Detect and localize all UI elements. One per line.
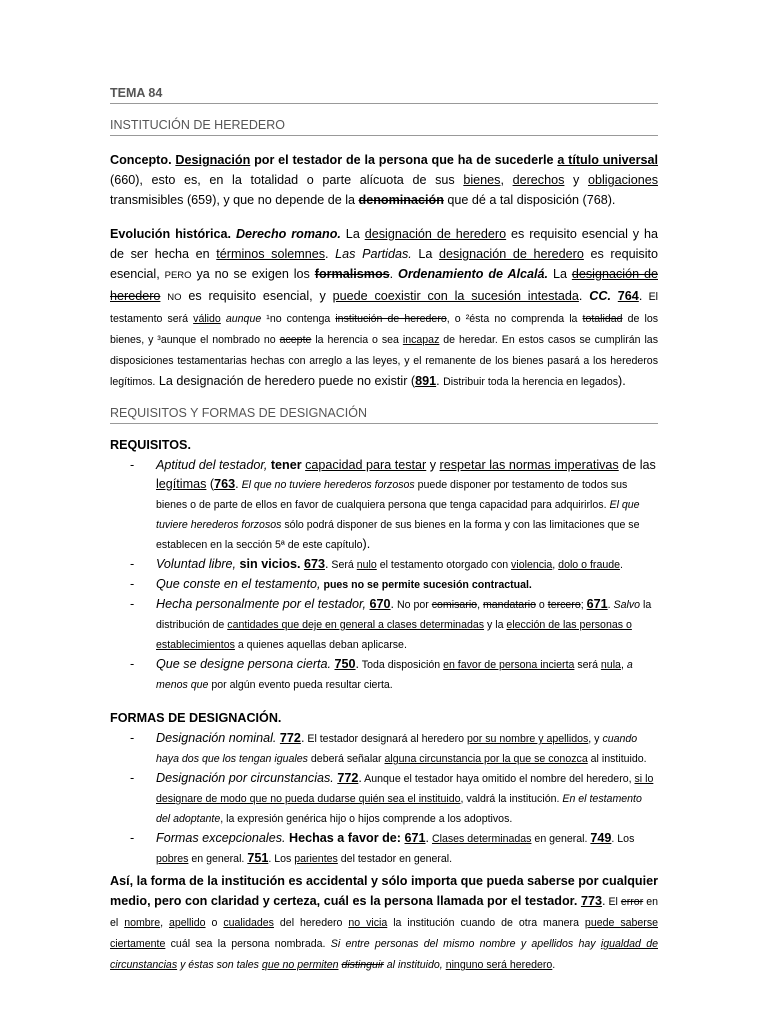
list-item <box>110 829 658 869</box>
term: dolo o fraude <box>558 559 621 571</box>
text: del heredero <box>273 917 349 929</box>
text: por algún evento pueda resultar cierta. <box>208 679 393 691</box>
term-denominacion: denominación <box>358 193 444 207</box>
text: En el testamento del adoptante <box>156 793 642 825</box>
text: Así, la forma de la institución es accidental y sólo importa que pueda saberse por cualquier medio, pero con claridad y certeza, cuál es la persona llamada por el testador. <box>110 874 658 908</box>
final-paragraph <box>110 871 658 975</box>
text: No por <box>394 599 432 611</box>
term: institución de heredero <box>335 313 447 325</box>
text: aunque el nombrado no <box>160 334 280 346</box>
text: no contenga <box>269 313 336 325</box>
text: . <box>389 267 399 281</box>
text: Hechas a favor de: <box>285 831 405 845</box>
text: El testamento será <box>110 291 659 325</box>
text: , <box>552 559 559 571</box>
term: capacidad para testar <box>305 458 427 472</box>
text: . <box>552 959 556 971</box>
article-number: 772 <box>279 731 301 745</box>
text: (660), esto es, en la totalidad o parte alícuota de sus <box>110 173 464 187</box>
section-heading-institucion: INSTITUCIÓN DE HEREDERO <box>110 118 658 136</box>
text: es requisito esencial y ha de ser hecha en <box>110 227 658 261</box>
term: parientes <box>294 853 338 865</box>
text: Será <box>328 559 357 571</box>
term: alguna circunstancia por la que se conozca <box>384 753 588 765</box>
text: el testamento otorgado con <box>376 559 512 571</box>
text: . <box>607 599 614 611</box>
text: al instituido, <box>383 959 446 971</box>
text: La designación de heredero puede no existir ( <box>155 374 416 388</box>
text: del testador en general. <box>337 853 453 865</box>
text: Hecha personalmente por el testador, <box>156 597 367 611</box>
text: La <box>340 227 365 241</box>
text: . <box>355 657 360 671</box>
text: puede disponer por testamento de todos sus bienes o de parte de ellos en favor de cualquiera persona que tenga capacidad para adquirirlos. <box>156 479 628 511</box>
text: , o <box>446 313 466 325</box>
text: Designación por circunstancias. <box>156 771 334 785</box>
term: puede coexistir con la sucesión intestada <box>332 289 579 303</box>
text: es requisito esencial, y <box>181 289 333 303</box>
list-item <box>110 595 658 655</box>
term: nombre <box>124 917 161 929</box>
text: en general. <box>531 833 591 845</box>
term: nula <box>600 659 621 671</box>
term: legítimas <box>156 477 207 491</box>
text: deberá señalar <box>307 753 385 765</box>
article-number: 671 <box>404 831 426 845</box>
text: Aunque el testador haya omitido el nombre del heredero, <box>361 773 635 785</box>
term: cualidades <box>223 917 274 929</box>
term: designación de heredero <box>364 227 507 241</box>
text: . Los <box>268 853 295 865</box>
evolucion-paragraph <box>110 224 658 392</box>
term: Clases determinadas <box>431 833 532 845</box>
term: no vicia <box>348 917 388 929</box>
text: . <box>601 894 606 908</box>
text: a quienes aquellas deban aplicarse. <box>234 639 407 651</box>
text: de las <box>618 458 656 472</box>
term: cantidades que deje en general a clases determinadas <box>227 619 485 631</box>
text: . <box>390 597 395 611</box>
article-number: 773 <box>580 894 602 908</box>
term-derechos: derechos <box>512 173 565 187</box>
pero: PERO <box>164 270 192 281</box>
text: . <box>325 247 336 261</box>
term: términos solemnes <box>216 247 326 261</box>
text: o <box>535 599 548 611</box>
text: y <box>564 173 588 187</box>
article-number: 673 <box>303 557 325 571</box>
term: totalidad <box>582 313 623 325</box>
text: , y <box>588 733 603 745</box>
text: o <box>205 917 224 929</box>
text: sin vicios. <box>236 557 304 571</box>
term: válido <box>193 313 221 325</box>
term: incapaz <box>402 334 440 346</box>
no: NO <box>167 292 182 303</box>
text: . <box>425 831 430 845</box>
article-number: 763 <box>214 477 236 491</box>
text: . <box>300 731 305 745</box>
text: cuál sea la persona nombrada. <box>165 938 331 950</box>
text: será <box>574 659 601 671</box>
text: , la expresión genérica hijo o hijos comprende a los adoptivos. <box>220 813 513 825</box>
term: ninguno será heredero <box>445 959 553 971</box>
text: la distribución de <box>156 599 652 631</box>
text: ( <box>206 477 215 491</box>
term: mandatario <box>482 599 536 611</box>
text: es requisito esencial, <box>110 247 658 281</box>
text: la institución cuando de otra manera <box>387 917 585 929</box>
text: , valdrá la institución. <box>460 793 563 805</box>
text: transmisibles (659), y que no depende de la <box>110 193 359 207</box>
concepto-label: Concepto. <box>110 153 172 167</box>
text: . <box>638 289 643 303</box>
ordenamiento-alcala: Ordenamiento de Alcalá. <box>398 267 549 281</box>
text: ; <box>580 599 587 611</box>
text: Aptitud del testador, <box>156 458 268 472</box>
text: de los bienes, y <box>110 313 659 346</box>
document-content <box>110 86 658 975</box>
text: El testador designará al heredero <box>304 733 467 745</box>
text: la herencia o sea <box>311 334 403 346</box>
text: La <box>548 267 572 281</box>
term: comisario <box>431 599 478 611</box>
text: , <box>477 599 483 611</box>
text: . <box>324 557 329 571</box>
list-item <box>110 555 658 575</box>
concepto-paragraph <box>110 150 658 210</box>
text: a menos que <box>156 659 633 691</box>
text: Que se designe persona cierta. <box>156 657 332 671</box>
article-number: 750 <box>334 657 356 671</box>
formas-heading: FORMAS DE DESIGNACIÓN. <box>110 711 282 725</box>
text: sólo podrá disponer de sus bienes en la forma y con las limitaciones que se establecen en la sección 5ª de este capítulo <box>156 519 640 551</box>
text: . <box>620 559 623 571</box>
text: . <box>436 374 444 388</box>
term-designacion: Designación <box>175 153 251 167</box>
list-item <box>110 769 658 829</box>
superscript: ¹ <box>266 313 270 325</box>
article-number: 751 <box>247 851 269 865</box>
text: Si entre personas del mismo nombre y apellidos hay <box>330 938 601 950</box>
text: ). <box>618 374 626 388</box>
text: ya no se exigen los <box>191 267 315 281</box>
text: Salvo <box>613 599 641 611</box>
article-number: 772 <box>337 771 359 785</box>
term: que no permiten <box>261 959 339 971</box>
term-titulo-universal: a título universal <box>557 153 659 167</box>
term-obligaciones: obligaciones <box>587 173 659 187</box>
text: aunque <box>220 313 267 325</box>
requisitos-heading: REQUISITOS. <box>110 438 191 452</box>
text: . Los <box>611 833 635 845</box>
text: . <box>578 289 590 303</box>
list-item <box>110 575 658 595</box>
text: Distribuir toda la herencia en legados <box>443 376 619 388</box>
article-number: 671 <box>586 597 608 611</box>
term: acepte <box>279 334 312 346</box>
term-formalismos: formalismos <box>314 267 390 281</box>
text: . <box>358 771 362 785</box>
text: ). <box>362 537 371 551</box>
term: tercero <box>547 599 581 611</box>
cc: CC. <box>589 289 611 303</box>
formas-list <box>110 729 658 869</box>
derecho-romano: Derecho romano. <box>235 227 341 241</box>
term: respetar las normas imperativas <box>439 458 619 472</box>
text: El que tuviere herederos forzosos <box>156 499 640 531</box>
term: por su nombre y apellidos <box>466 733 589 745</box>
text: en el <box>110 896 659 929</box>
text: en general. <box>188 853 248 865</box>
text: Formas excepcionales. <box>156 831 286 845</box>
text: y <box>426 458 440 472</box>
term: apellido <box>169 917 206 929</box>
text: cuando haya dos que los tengan iguales <box>156 733 638 765</box>
text: por el testador de la persona que ha de sucederle <box>250 153 558 167</box>
term: si lo designare de modo que no pueda dudarse quién sea el instituido <box>156 773 654 805</box>
list-item <box>110 729 658 769</box>
text: El que no tuviere herederos forzosos <box>238 479 415 491</box>
text: El <box>605 896 621 908</box>
term: violencia <box>511 559 553 571</box>
superscript: ² <box>465 313 470 325</box>
list-item <box>110 655 658 695</box>
requisitos-list <box>110 456 658 695</box>
text: , <box>500 173 513 187</box>
term: distinguir <box>341 959 384 971</box>
text: ésta no comprenda la <box>469 313 583 325</box>
term: nulo <box>356 559 377 571</box>
text: Toda disposición <box>359 659 444 671</box>
superscript: ³ <box>157 334 161 346</box>
section-heading-requisitos-formas: REQUISITOS Y FORMAS DE DESIGNACIÓN <box>110 406 658 424</box>
text: , <box>160 917 169 929</box>
article-number: 891 <box>415 374 437 388</box>
term-bienes: bienes <box>463 173 501 187</box>
list-item <box>110 456 658 555</box>
term: elección de las personas o establecimientos <box>156 619 632 651</box>
text: que dé a tal disposición (768). <box>443 193 616 207</box>
text: pues no se permite sucesión contractual. <box>320 579 532 591</box>
term: en favor de persona incierta <box>443 659 575 671</box>
term: puede saberse ciertamente <box>110 917 659 950</box>
text: de heredar. En estos casos se cumplirán las disposiciones testamentarias hechas con arreglo a las leyes, y el remanente de los bienes pasará a los herederos legítimos. <box>110 334 658 388</box>
article-number: 670 <box>369 597 391 611</box>
text: Que conste en el testamento, <box>156 577 321 591</box>
text: y éstas son tales <box>177 959 262 971</box>
text: , <box>620 659 627 671</box>
text: Voluntad libre, <box>156 557 237 571</box>
evolucion-label: Evolución histórica. <box>110 227 232 241</box>
article-number: 764 <box>617 289 639 303</box>
term: designación de heredero <box>439 247 584 261</box>
term: error <box>620 896 644 908</box>
text: al instituido. <box>587 753 647 765</box>
text: La <box>411 247 440 261</box>
term: igualdad de circunstancias <box>110 938 658 971</box>
text: y la <box>484 619 507 631</box>
term: pobres <box>156 853 189 865</box>
text: Designación nominal. <box>156 731 277 745</box>
term: designación de heredero <box>110 267 658 303</box>
tema-heading: TEMA 84 <box>110 86 658 104</box>
text: tener <box>267 458 306 472</box>
article-number: 749 <box>590 831 612 845</box>
text: . <box>235 477 239 491</box>
las-partidas: Las Partidas. <box>335 247 412 261</box>
